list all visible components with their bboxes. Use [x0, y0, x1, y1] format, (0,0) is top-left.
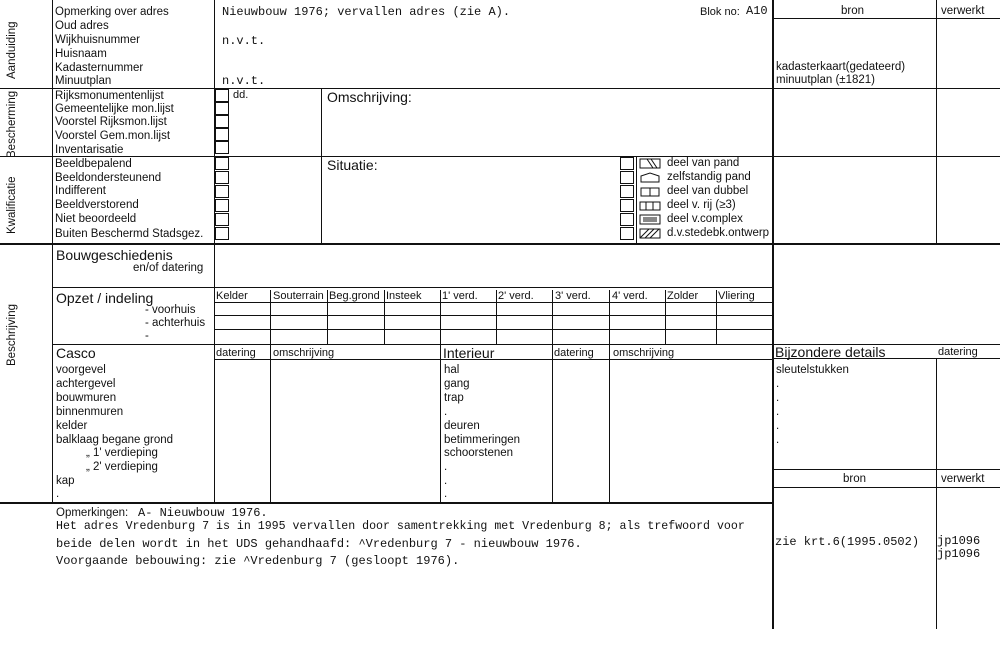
bron-header: bron — [841, 5, 865, 17]
checkbox-deel-van-pand[interactable] — [620, 157, 634, 170]
opmerkingen-label: Opmerkingen: — [56, 507, 129, 519]
opzet-row-achterhuis: - achterhuis — [145, 317, 206, 329]
divider — [609, 344, 610, 502]
bijzondere-item: . — [776, 420, 780, 432]
house-detached-icon — [639, 172, 661, 183]
divider — [440, 344, 441, 502]
interieur-item: hal — [444, 364, 460, 376]
divider — [665, 290, 666, 344]
checkbox-deel-van-dubbel[interactable] — [620, 185, 634, 198]
interieur-item: betimmeringen — [444, 434, 521, 446]
bron-kadaster: kadasterkaart(gedateerd) — [776, 61, 906, 73]
opmerkingen-line: Het adres Vredenburg 7 is in 1995 vervallen door samentrekking met Vredenburg 8; als trefwoord voor — [56, 520, 745, 533]
opzet-col-insteek: Insteek — [386, 290, 422, 302]
checkbox-zelfstandig-pand[interactable] — [620, 171, 634, 184]
opzet-col-vliering: Vliering — [718, 290, 755, 302]
casco-item: achtergevel — [56, 378, 116, 390]
interieur-item: . — [444, 488, 448, 500]
casco-item: . — [56, 488, 60, 500]
divider — [214, 245, 215, 503]
divider — [0, 88, 1000, 89]
divider — [0, 156, 1000, 157]
section-label-beschrijving: Beschrijving — [6, 304, 18, 366]
casco-item: binnenmuren — [56, 406, 124, 418]
bijzondere-item: sleutelstukken — [776, 364, 849, 376]
divider — [52, 245, 53, 503]
wijkhuisnummer-value: n.v.t. — [222, 34, 266, 48]
divider — [936, 358, 937, 629]
divider — [214, 315, 772, 316]
section-label-bescherming: Bescherming — [6, 90, 18, 158]
divider — [270, 344, 271, 502]
omschrijving-label: Omschrijving: — [327, 89, 412, 105]
label-kadasternummer: Kadasternummer — [55, 62, 144, 74]
section-label-kwalificatie: Kwalificatie — [6, 176, 18, 234]
divider — [772, 487, 1000, 488]
opzet-col-2-verd: 2' verd. — [498, 290, 534, 302]
bijzondere-item: . — [776, 378, 780, 390]
divider — [552, 344, 553, 502]
interieur-omschrijving-header: omschrijving — [613, 347, 675, 359]
divider — [716, 290, 717, 344]
divider — [52, 287, 772, 288]
label-inventarisatie: Inventarisatie — [55, 144, 124, 156]
situatie-deel-v-rij: deel v. rij (≥3) — [667, 199, 736, 211]
opzet-col-beg-grond: Beg.grond — [329, 290, 380, 302]
situatie-deel-van-dubbel: deel van dubbel — [667, 185, 749, 197]
bron-minuutplan: minuutplan (±1821) — [776, 74, 876, 86]
dd-label: dd. — [233, 89, 249, 101]
divider — [321, 88, 322, 243]
divider — [636, 156, 637, 243]
opzet-col-souterrain: Souterrain — [273, 290, 324, 302]
interieur-item: gang — [444, 378, 470, 390]
checkbox-niet-beoordeeld[interactable] — [215, 213, 229, 226]
situatie-label: Situatie: — [327, 157, 378, 173]
divider — [0, 502, 774, 504]
casco-item: balklaag begane grond — [56, 434, 174, 446]
divider — [936, 0, 937, 244]
bijzondere-heading: Bijzondere details — [775, 344, 886, 360]
casco-heading: Casco — [56, 345, 96, 361]
casco-item: kap — [56, 475, 75, 487]
divider — [270, 290, 271, 344]
opmerkingen-line: beide delen wordt in het UDS gehandhaafd: ^Vredenburg 7 - nieuwbouw 1976. — [56, 537, 582, 551]
interieur-item: deuren — [444, 420, 480, 432]
house-part-icon — [639, 158, 661, 169]
divider — [496, 290, 497, 344]
label-gemeentelijke: Gemeentelijke mon.lijst — [55, 103, 174, 115]
opmerkingen-verwerkt: jp1096 — [937, 534, 981, 548]
label-niet-beoordeeld: Niet beoordeeld — [55, 213, 137, 225]
opzet-col-kelder: Kelder — [216, 290, 248, 302]
divider — [609, 290, 610, 344]
situatie-deel-v-complex: deel v.complex — [667, 213, 743, 225]
opzet-row-voorhuis: - voorhuis — [145, 304, 196, 316]
opmerkingen-verwerkt: jp1096 — [937, 547, 981, 561]
bijzondere-item: . — [776, 392, 780, 404]
interieur-item: . — [444, 475, 448, 487]
bouwgeschiedenis-heading: Bouwgeschiedenis — [56, 247, 173, 263]
situatie-zelfstandig-pand: zelfstandig pand — [667, 171, 751, 183]
verwerkt-header-lower: verwerkt — [941, 473, 985, 485]
divider — [384, 290, 385, 344]
divider — [0, 243, 1000, 245]
divider — [52, 0, 53, 244]
casco-item: „ 1' verdieping — [86, 447, 158, 459]
interieur-item: schoorstenen — [444, 447, 514, 459]
house-complex-icon — [639, 214, 661, 225]
opmerkingen-line: A- Nieuwbouw 1976. — [138, 506, 268, 520]
casco-item: „ 2' verdieping — [86, 461, 158, 473]
opzet-row-empty: - — [145, 330, 149, 342]
checkbox-beeldondersteunend[interactable] — [215, 171, 229, 184]
divider — [773, 18, 1000, 19]
label-huisnaam: Huisnaam — [55, 48, 107, 60]
label-minuutplan: Minuutplan — [55, 75, 112, 87]
checkbox-rijksmonumentenlijst[interactable] — [215, 89, 229, 102]
casco-datering-header: datering — [216, 347, 256, 359]
divider — [214, 302, 772, 303]
opzet-heading: Opzet / indeling — [56, 290, 154, 306]
label-voorstel-rijksmon: Voorstel Rijksmon.lijst — [55, 116, 167, 128]
verwerkt-header: verwerkt — [941, 5, 985, 17]
divider — [772, 469, 1000, 470]
minuutplan-value: n.v.t. — [222, 74, 266, 88]
section-label-aanduiding: Aanduiding — [6, 21, 18, 79]
opmerkingen-line: Voorgaande bebouwing: zie ^Vredenburg 7 (gesloopt 1976). — [56, 554, 460, 568]
opzet-col-1-verd: 1' verd. — [442, 290, 478, 302]
label-wijkhuisnummer: Wijkhuisnummer — [55, 34, 140, 46]
opmerking-adres-value: Nieuwbouw 1976; vervallen adres (zie A). — [222, 5, 511, 19]
checkbox-voorstel-gemmon[interactable] — [215, 128, 229, 141]
checkbox-deel-v-rij[interactable] — [620, 199, 634, 212]
interieur-item: . — [444, 406, 448, 418]
divider — [440, 290, 441, 344]
interieur-heading: Interieur — [443, 345, 495, 361]
interieur-item: . — [444, 461, 448, 473]
label-voorstel-gemmon: Voorstel Gem.mon.lijst — [55, 130, 171, 142]
bron-header-lower: bron — [843, 473, 867, 485]
opmerkingen-bron: zie krt.6(1995.0502) — [775, 535, 920, 549]
house-double-icon — [639, 186, 661, 197]
bijzondere-datering-header: datering — [938, 346, 978, 358]
divider — [327, 290, 328, 344]
checkbox-beeldbepalend[interactable] — [215, 157, 229, 170]
checkbox-voorstel-rijksmon[interactable] — [215, 115, 229, 128]
en-of-datering-label: en/of datering — [133, 262, 204, 274]
checkbox-beeldverstorend[interactable] — [215, 199, 229, 212]
label-opmerking-adres: Opmerking over adres — [55, 6, 169, 18]
blok-label: Blok no: — [700, 6, 740, 18]
blok-value: A10 — [746, 4, 768, 18]
label-beeldverstorend: Beeldverstorend — [55, 199, 139, 211]
casco-item: kelder — [56, 420, 88, 432]
label-indifferent: Indifferent — [55, 185, 106, 197]
interieur-item: trap — [444, 392, 464, 404]
opzet-col-4-verd: 4' verd. — [612, 290, 648, 302]
checkbox-inventarisatie[interactable] — [215, 141, 229, 154]
checkbox-buiten-beschermd[interactable] — [215, 227, 229, 240]
label-buiten-beschermd: Buiten Beschermd Stadsgez. — [55, 228, 204, 240]
label-beeldondersteunend: Beeldondersteunend — [55, 172, 162, 184]
bijzondere-item: . — [776, 434, 780, 446]
opzet-col-3-verd: 3' verd. — [555, 290, 591, 302]
casco-item: bouwmuren — [56, 392, 117, 404]
situatie-deel-van-pand: deel van pand — [667, 157, 740, 169]
checkbox-gemeentelijke[interactable] — [215, 102, 229, 115]
divider — [214, 329, 772, 330]
label-beeldbepalend: Beeldbepalend — [55, 158, 132, 170]
house-row-icon — [639, 200, 661, 211]
interieur-datering-header: datering — [554, 347, 594, 359]
divider — [772, 0, 774, 629]
casco-omschrijving-header: omschrijving — [273, 347, 335, 359]
label-oud-adres: Oud adres — [55, 20, 109, 32]
urban-design-icon — [639, 228, 661, 239]
opzet-col-zolder: Zolder — [667, 290, 699, 302]
checkbox-stedebk-ontwerp[interactable] — [620, 227, 634, 240]
label-rijksmonumentenlijst: Rijksmonumentenlijst — [55, 90, 164, 102]
bijzondere-item: . — [776, 406, 780, 418]
checkbox-indifferent[interactable] — [215, 185, 229, 198]
checkbox-deel-v-complex[interactable] — [620, 213, 634, 226]
casco-item: voorgevel — [56, 364, 106, 376]
divider — [552, 290, 553, 344]
situatie-stedebk-ontwerp: d.v.stedebk.ontwerp — [667, 227, 770, 239]
